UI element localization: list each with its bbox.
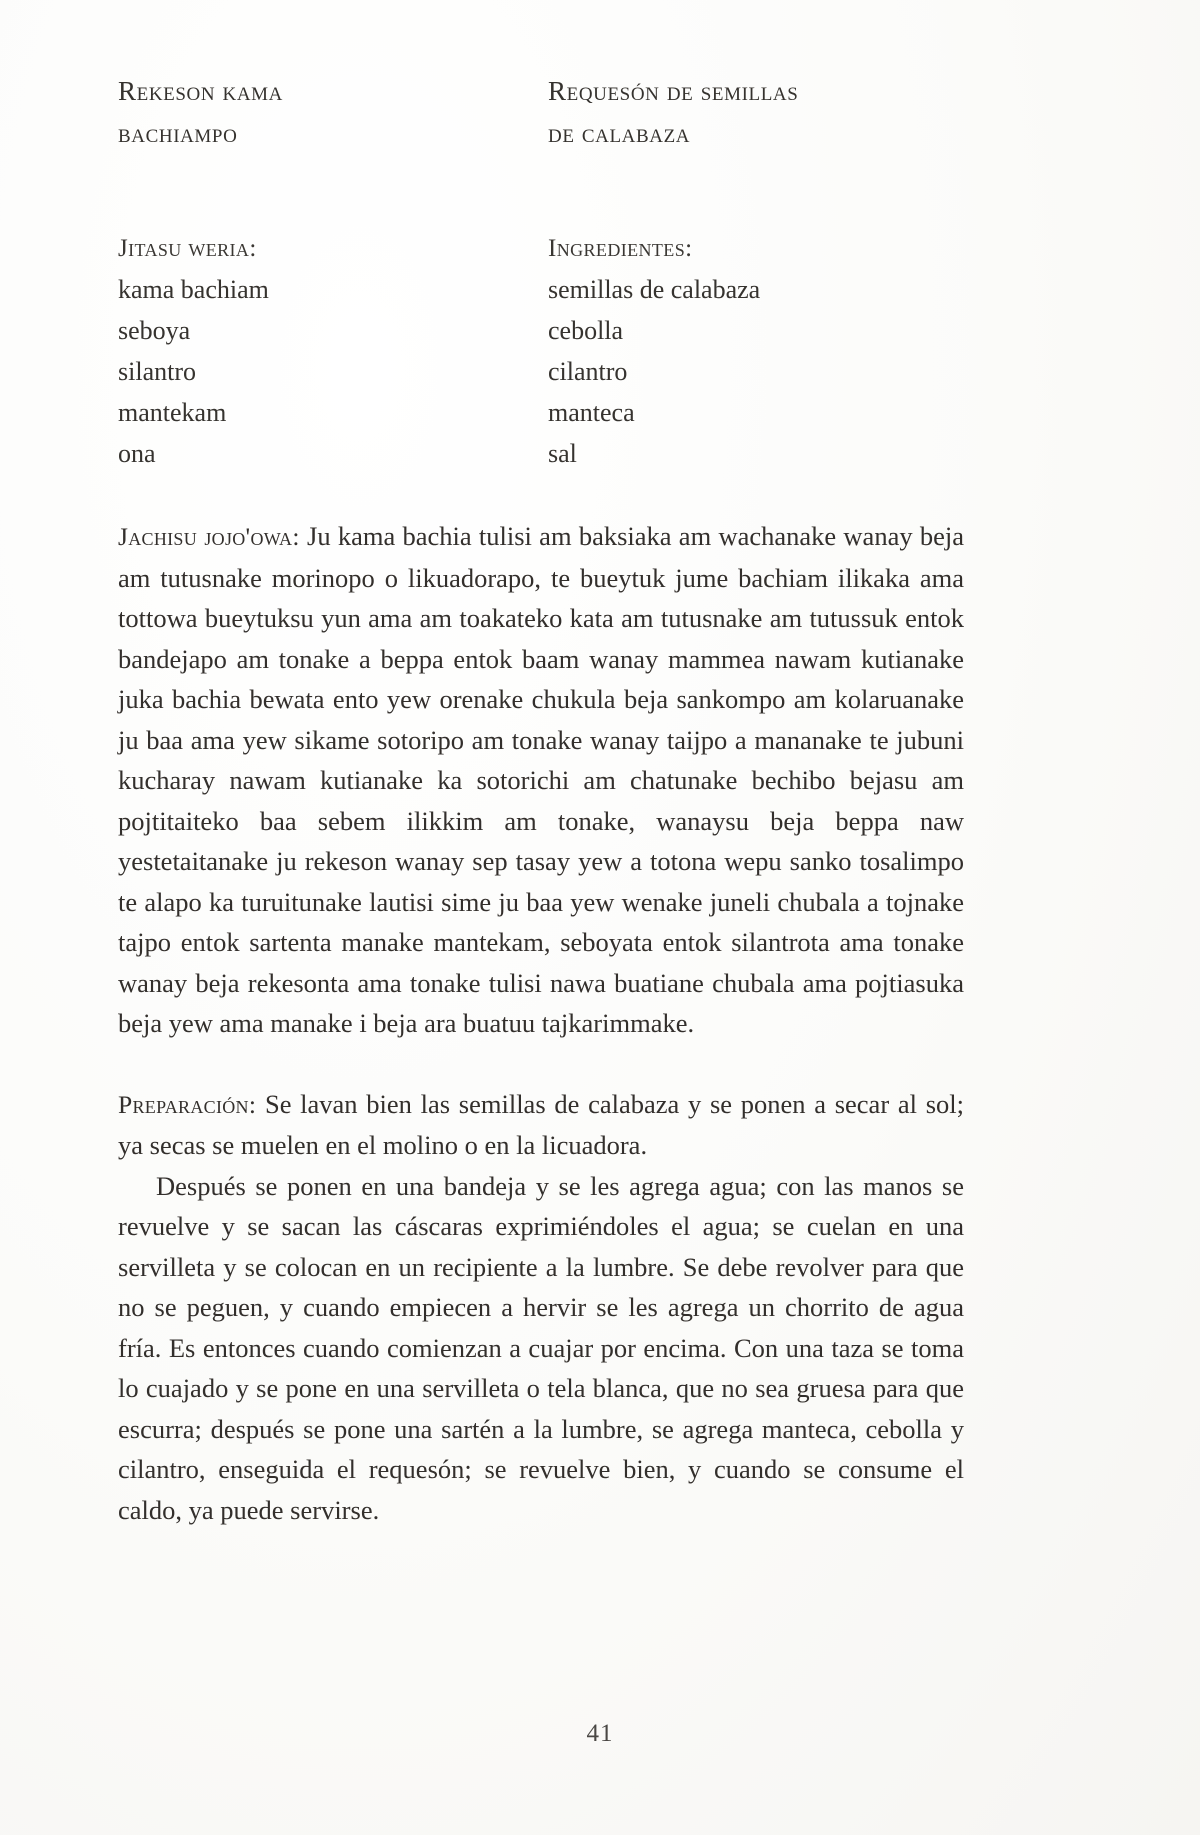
ingredient-item: silantro — [118, 357, 196, 386]
ingredient-item: manteca — [548, 398, 635, 427]
recipe-title-yaqui — [118, 70, 534, 154]
ingredients-yaqui — [118, 228, 534, 474]
spanish-method-text-1: Se lavan bien las semillas de calabaza y se ponen a secar al sol; ya secas se muelen en el molino o en la licuadora. — [118, 1088, 964, 1160]
ingredients-yaqui-heading: Jitasu weria: — [118, 235, 257, 262]
recipe-title-yaqui-line-2: bachiampo — [118, 118, 238, 148]
ingredient-item: mantekam — [118, 398, 227, 427]
spanish-method-heading: Preparación: — [118, 1089, 257, 1119]
ingredient-item: sal — [548, 439, 577, 468]
ingredient-item: kama bachiam — [118, 275, 269, 304]
recipe-title-spanish-line-2: de calabaza — [548, 118, 691, 148]
ingredients-spanish — [534, 228, 964, 474]
ingredient-item: ona — [118, 439, 156, 468]
spanish-method-paragraph-2: Después se ponen en una bandeja y se les agrega agua; con las manos se revuelve y se sacan las cáscaras exprimiéndoles el agua; se cuelan en una servilleta y se colocan en un recipiente a la lumbre. Se debe revolver para que no se peguen, y cuando empiecen a hervir se les agrega un chorrito de agua fría. Es entonces cuando comienzan a cuajar por encima. Con una taza se toma lo cuajado y se pone en una servilleta o tela blanca, que no sea gruesa para que escurra; después se pone una sartén a la lumbre, se agrega manteca, cebolla y cilantro, enseguida el requesón; se revuelve bien, y cuando se consume el caldo, ya puede servirse. — [118, 1170, 964, 1525]
yaqui-method-text: Ju kama bachia tulisi am baksiaka am wachanake wanay beja am tutusnake morinopo o likuadorapo, te bueytuk jume bachiam ilikaka ama tottowa bueytuksu yun ama am toakateko kata am tutusnake am tutussuk entok bandejapo am tonake a beppa entok baam wanay mammea nawam kutianake juka bachia bewata ento yew orenake chukula beja sankompo am kolaruanake ju baa ama yew sikame sotoripo am tonake wanay taijpo a mananake te jubuni kucharay nawam kutianake ka sotorichi am chatunake bechibo bejasu am pojtitaiteko baa sebem ilikkim am tonake, wanaysu beja beppa naw yestetaitanake ju rekeson wanay sep tasay yew a totona wepu sanko tosalimpo te alapo ka turuitunake lautisi sime ju baa yew wenake juneli chubala a tojnake tajpo entok sartenta manake mantekam, seboyata entok silantrota ama tonake wanay beja rekesonta ama tonake tulisi nawa buatiane chubala ama pojtiasuka beja yew ama manake i beja ara buatuu tajkarimmake. — [118, 521, 964, 1038]
spanish-method-paragraph-1 — [118, 1084, 964, 1166]
ingredient-item: cebolla — [548, 316, 624, 345]
ingredients-spanish-heading: Ingredientes: — [548, 235, 693, 262]
ingredients-section — [118, 228, 964, 474]
yaqui-method-heading: Jachisu jojo'owa: — [118, 522, 300, 551]
recipe-title-row — [118, 70, 964, 154]
ingredient-item: cilantro — [548, 357, 628, 386]
recipe-title-spanish — [534, 70, 964, 154]
ingredient-item: seboya — [118, 316, 191, 345]
yaqui-method-paragraph — [118, 516, 964, 1044]
ingredient-item: semillas de calabaza — [548, 275, 761, 304]
recipe-title-yaqui-line-1: Rekeson kama — [118, 76, 283, 106]
recipe-title-spanish-line-1: Requesón de semillas — [548, 76, 799, 106]
page-content — [118, 70, 964, 1530]
page-number: 41 — [586, 1720, 614, 1747]
